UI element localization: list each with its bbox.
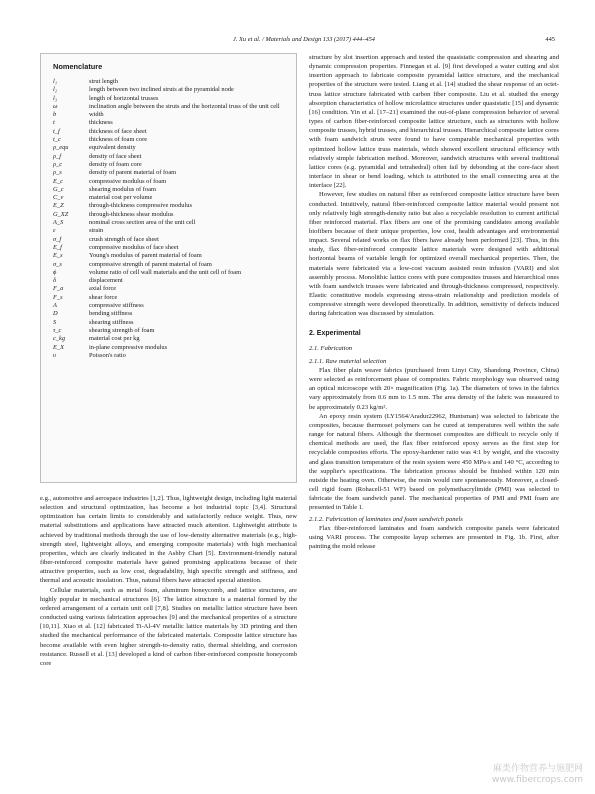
nomenclature-row <box>53 128 288 136</box>
subsection-heading: 2.1. Fabrication <box>309 344 353 352</box>
paragraph: However, few studies on natural fiber as reinforced composite lattice structure have been conducted. Intuitively, natural fiber-reinforced composite lattice material would present not only relatively high strength-density ratio but also a recyclable resolution to current artificial fiber reinforced material. Flax fibers are one of the promising candidates among available biofibers because of their unique properties, low cost, health advantages and environmental impact. Several related works on flax fibers have already been performed [23]. Thus, in this study, flax fiber-reinforced composite lattice materials were designed with additional horizontal beams of variable length for optimized overall mechanical properties. Then, the materials were fabricated via a low-cost vacuum assisted resin infusion (VARI) and slot assembly process. Monolithic lattice cores with pure composites trusses and hierarchical ones with foam sandwich trusses were fabricated and through-thickness compressed, respectively. Elastic constitutive models expressing stress-strain relationship and prediction models of compressive strength were developed theoretically. In addition, sensitivity of defects induced during fabrication was discussed by simulation. <box>309 191 559 318</box>
paragraph: e.g., automotive and aerospace industries [1,2]. Thus, lightweight design, including light material selection and structural optimization, has become a hot industrial topic [3,4]. Structural optimization has certain limits to considerably and satisfactorily reduce weight. Thus, new material substitutions and applications have attracted much attention. Lightweight attribute is achieved by traditional methods through the use of low-density alternative materials (e.g., high-strength steel, lightweight alloys, and emerging composite materials) with high mechanical properties, which are clearly indicated in the Ashby Chart [5]. Environment-friendly natural fiber-reinforced composite materials have gained promising applications because of their attractive properties, such as low cost, degradability, high specific strength and stiffness, and thermal and acoustic insulation. Thus, natural fibers have attracted special attention. <box>40 495 297 585</box>
nomenclature-definition: density of face sheet <box>89 152 142 160</box>
nomenclature-definition: displacement <box>89 277 123 285</box>
watermark <box>492 764 583 786</box>
nomenclature-symbol: ρ_s <box>53 169 62 177</box>
nomenclature-definition: compressive strength of parent material of foam <box>89 260 212 268</box>
nomenclature-row <box>53 277 288 285</box>
nomenclature-symbol: l₁ <box>53 78 57 85</box>
nomenclature-symbol: A_S <box>53 219 64 227</box>
nomenclature-definition: length between two inclined struts at the pyramidal node <box>89 86 234 94</box>
nomenclature-symbol: E_s <box>53 252 63 260</box>
nomenclature-row <box>53 103 288 111</box>
nomenclature-symbol: ρ_equ <box>53 144 69 152</box>
paragraph: An epoxy resin system (LY1564/Aradur22962, Huntsman) was selected to fabricate the composites, because thermoset polymers can be cured at temperatures well within the safe range for natural fibers. Although the thermoset composites are difficult to recycle only if chemical methods are used, the flax fiber reinforced epoxy serves as the first step for recyclable composites efforts. The epoxy-hardener ratio was 4:1 by weight, and the viscosity and glass transition temperature of the resin system were 450 MPa·s and 140 °C, according to the supplier's specifications. The fabrication process should be finished within 120 min outside the heating oven. Otherwise, the resin would cure spontaneously. Moreover, a closed-cell rigid foam (Rohacell-51 WF) based on polymethacrylimide (PMI) was selected to fabricate the foam sandwich panel. The mechanical properties of PMI and PMI foam are presented in Table 1. <box>309 412 559 512</box>
nomenclature-definition: bending stiffness <box>89 310 133 318</box>
nomenclature-symbol: υ <box>53 351 56 359</box>
left-text-column <box>40 494 297 668</box>
nomenclature-box <box>40 53 297 483</box>
nomenclature-definition: compressive modulus of face sheet <box>89 243 179 251</box>
nomenclature-symbol: t_c <box>53 136 61 144</box>
nomenclature-row <box>53 119 288 127</box>
nomenclature-row <box>53 310 288 318</box>
paragraph: Cellular materials, such as metal foam, aluminum honeycomb, and lattice structures, are highly popular in mechanical structures [6]. The lattice structure is a material formed by the ordered arrangement of a certain unit cell [7,8]. Studies on metallic lattice structure have been conducted using various fabrication approaches [9] and the mechanical properties of a structure [10,11]. Xiao et al. [12] fabricated Ti-Al-4V metallic lattice materials by 3D printing and then studied the mechanical performance of the fabricated materials. Composite lattice structure has become available with even higher strength-to-density ratio, thermal shielding, and corrosion resistance. Russell et al. [13] developed a kind of carbon fiber-reinforced composite honeycomb core <box>40 586 297 667</box>
subsubsection-heading: 2.1.2. Fabrication of laminates and foam sandwich panels <box>309 515 463 523</box>
nomenclature-definition: compressive stiffness <box>89 302 144 310</box>
nomenclature-row <box>53 327 288 335</box>
nomenclature-symbol: b <box>53 111 57 119</box>
section-heading: 2. Experimental <box>309 329 361 337</box>
right-text-column <box>309 53 559 551</box>
nomenclature-row <box>53 344 288 352</box>
nomenclature-symbol: F_s <box>53 293 63 301</box>
nomenclature-row <box>53 269 288 277</box>
nomenclature-row <box>53 227 288 235</box>
nomenclature-symbol: A <box>53 302 57 310</box>
nomenclature-row <box>53 178 288 186</box>
nomenclature-row <box>53 294 288 302</box>
nomenclature-symbol: ρ_c <box>53 160 63 168</box>
nomenclature-symbol: S <box>53 318 57 326</box>
nomenclature-row <box>53 285 288 293</box>
nomenclature-row <box>53 252 288 260</box>
nomenclature-symbol: G_XZ <box>53 210 69 218</box>
nomenclature-definition: shearing stiffness <box>89 318 134 326</box>
nomenclature-definition: material cost per kg <box>89 335 140 343</box>
nomenclature-list <box>53 78 288 360</box>
nomenclature-row <box>53 194 288 202</box>
paragraph: Flax fiber plain weave fabrics (purchased from Linyi City, Shandong Province, China) were selected as reinforcement phase of composites. Fabric morphology was observed using an optical microscope with 20× magnification (Fig. 1a). The diameters of tows in the fabrics vary approximately from 0.6 mm to 1.5 mm. The area density of the fabric was measured to be approximately 0.23 kg/m². <box>309 367 559 411</box>
nomenclature-definition: in-plane compressive modulus <box>89 343 168 351</box>
nomenclature-definition: through-thickness compressive modulus <box>89 202 192 210</box>
nomenclature-symbol: σ_s <box>53 260 62 268</box>
nomenclature-symbol: E_Z <box>53 202 64 210</box>
nomenclature-definition: equivalent density <box>89 144 136 152</box>
nomenclature-row <box>53 95 288 103</box>
nomenclature-definition: nominal cross section area of the unit cell <box>89 219 196 227</box>
nomenclature-row <box>53 211 288 219</box>
nomenclature-definition: crush strength of face sheet <box>89 235 159 243</box>
nomenclature-definition: density of foam core <box>89 160 142 168</box>
subsubsection-heading: 2.1.1. Raw material selection <box>309 357 387 365</box>
nomenclature-symbol: ω <box>53 102 58 110</box>
nomenclature-row <box>53 335 288 343</box>
nomenclature-definition: material cost per volume <box>89 194 153 202</box>
nomenclature-symbol: E_c <box>53 177 63 185</box>
nomenclature-symbol: δ <box>53 277 56 285</box>
nomenclature-row <box>53 153 288 161</box>
nomenclature-symbol: σ_f <box>53 235 62 243</box>
page-number: 445 <box>545 36 555 43</box>
nomenclature-definition: thickness of face sheet <box>89 127 147 135</box>
nomenclature-row <box>53 236 288 244</box>
nomenclature-symbol: l₃ <box>53 94 57 102</box>
nomenclature-symbol: G_c <box>53 185 64 193</box>
nomenclature-symbol: c_kg <box>53 335 66 343</box>
nomenclature-definition: density of parent material of foam <box>89 169 177 177</box>
running-header <box>40 36 555 48</box>
nomenclature-row <box>53 136 288 144</box>
nomenclature-symbol: E_X <box>53 343 65 351</box>
nomenclature-row <box>53 319 288 327</box>
nomenclature-definition: thickness of foam core <box>89 136 148 144</box>
nomenclature-definition: strut length <box>89 78 118 85</box>
nomenclature-row <box>53 111 288 119</box>
nomenclature-definition: shearing modulus of foam <box>89 185 156 193</box>
nomenclature-row <box>53 244 288 252</box>
nomenclature-definition: axial force <box>89 285 117 293</box>
nomenclature-row <box>53 302 288 310</box>
nomenclature-definition: length of horizontal trusses <box>89 94 159 102</box>
paragraph: structure by slot insertion approach and tested the quasistatic compression and shearing and dynamic compression properties. Finnegan et al. [9] first developed a water cutting and slot insertion approach to fabricate composite pyramidal lattice structure, and the mechanical properties of the structure were tested. Liang et al. [14] studied the shear response of an octet-truss lattice structure fabricated with carbon fiber composite. Liu et al. studied the energy absorption characteristics of hollow microlattice structures under quasistatic [15] and dynamic [16] condition. Yin et al. [17–21] examined the out-of-plane compression behavior of several types of carbon fiber-reinforced composite lattice structure, such as structures with hollow composite trusses, hybrid trusses, and hierarchical trusses. Hierarchical composite lattice cores with foam sandwich struts were found to have comparable mechanical properties with optimized hollow lattice truss materials, which showed excellent structural efficiency with relatively simple fabrication method. Moreover, sandwich structures with several traditional lattice cores (e.g. pyramidal and tetrahedral) often fail by debonding at the core-face sheet interface in shear or bend loading, which is attributed to the small connecting area at the interface [22]. <box>309 54 559 190</box>
nomenclature-symbol: t_f <box>53 127 60 135</box>
nomenclature-definition: Young's modulus of parent material of foam <box>89 252 202 260</box>
nomenclature-row <box>53 161 288 169</box>
nomenclature-row <box>53 219 288 227</box>
nomenclature-definition: strain <box>89 227 104 235</box>
nomenclature-definition: shearing strength of foam <box>89 326 155 334</box>
nomenclature-symbol: t <box>53 119 55 127</box>
nomenclature-row <box>53 202 288 210</box>
nomenclature-symbol: ρ_f <box>53 152 62 160</box>
nomenclature-definition: shear force <box>89 293 118 301</box>
nomenclature-row <box>53 86 288 94</box>
journal-citation: J. Xu et al. / Materials and Design 133 (2017) 444–454 <box>233 36 375 43</box>
paragraph: Flax fiber-reinforced laminates and foam sandwich composite panels were fabricated using VARI process. The composite layup schemes are presented in Fig. 1b. First, after painting the mold release <box>309 524 559 550</box>
nomenclature-symbol: ε <box>53 227 56 235</box>
nomenclature-definition: through-thickness shear modulus <box>89 210 174 218</box>
nomenclature-symbol: D <box>53 310 58 318</box>
nomenclature-row <box>53 169 288 177</box>
watermark-line: www.fibercrops.com <box>492 775 583 785</box>
nomenclature-row <box>53 261 288 269</box>
nomenclature-title: Nomenclature <box>53 62 103 71</box>
nomenclature-definition: inclination angle between the struts and the horizontal truss of the unit cell <box>89 102 280 110</box>
nomenclature-row <box>53 352 288 360</box>
nomenclature-definition: compressive modulus of foam <box>89 177 167 185</box>
nomenclature-symbol: l₂ <box>53 86 57 94</box>
nomenclature-definition: Poisson's ratio <box>89 351 126 359</box>
nomenclature-definition: volume ratio of cell wall materials and the unit cell of foam <box>89 268 242 276</box>
nomenclature-symbol: C_v <box>53 194 64 202</box>
nomenclature-definition: thickness <box>89 119 113 127</box>
nomenclature-row <box>53 186 288 194</box>
nomenclature-symbol: ϕ <box>53 268 57 276</box>
nomenclature-row <box>53 144 288 152</box>
nomenclature-symbol: E_f <box>53 243 62 251</box>
nomenclature-symbol: F_a <box>53 285 64 293</box>
nomenclature-row <box>53 78 288 86</box>
nomenclature-symbol: τ_c <box>53 326 62 334</box>
watermark-line: 麻类作物营养与施肥网 <box>492 764 583 774</box>
nomenclature-definition: width <box>89 111 104 119</box>
